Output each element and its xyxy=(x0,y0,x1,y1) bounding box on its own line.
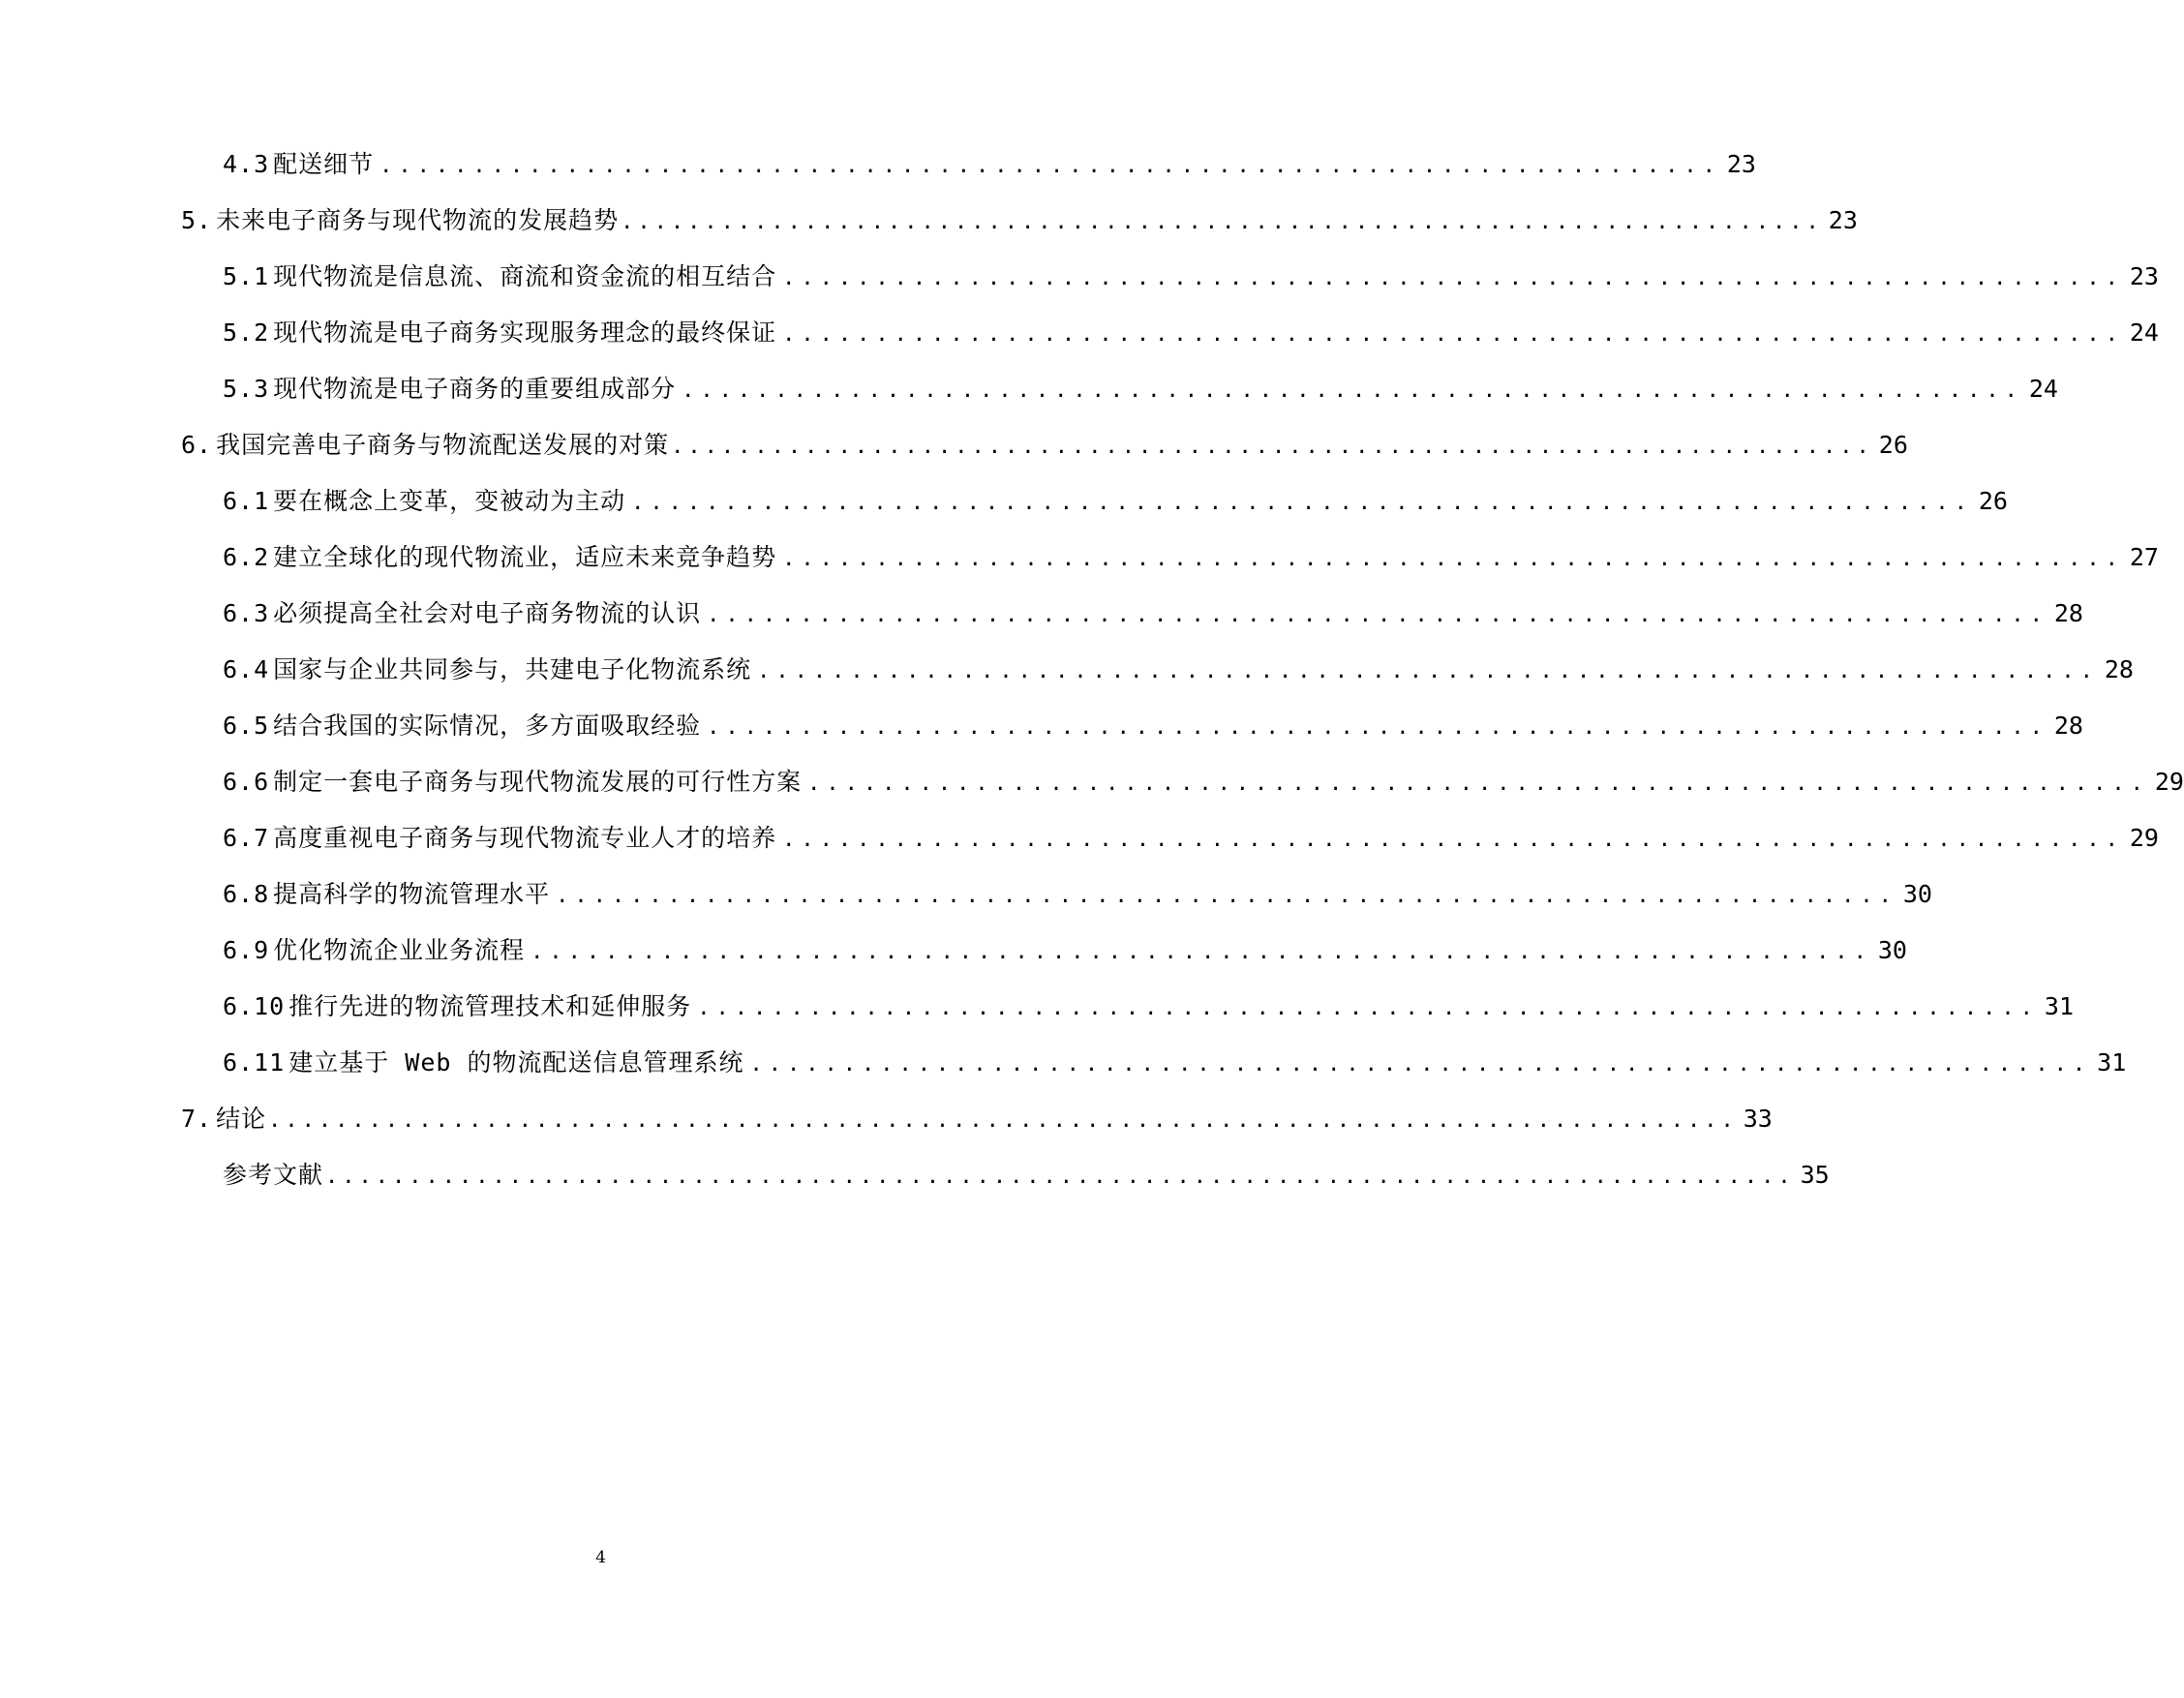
toc-entry-6-9[interactable] xyxy=(223,933,1907,968)
toc-entry-7[interactable] xyxy=(181,1102,1773,1137)
toc-entry-6-11[interactable] xyxy=(223,1046,2127,1080)
toc-entry-number: 6.4 xyxy=(223,655,270,683)
toc-entry-title: 建立全球化的现代物流业，适应未来竞争趋势 xyxy=(273,543,777,571)
toc-entry-page: 30 xyxy=(1877,936,1907,964)
toc-entry-6-10[interactable] xyxy=(223,989,2074,1024)
dot-leader: ........................................................................ xyxy=(621,210,1823,234)
dot-leader: ........................................................................................ xyxy=(268,1108,1738,1133)
toc-entry-number: 6.9 xyxy=(223,936,270,964)
toc-entry-5-3[interactable] xyxy=(223,372,2058,407)
toc-entry-5[interactable] xyxy=(181,203,1858,238)
toc-entry-page: 26 xyxy=(1878,431,1908,459)
dot-leader: ........................................................................ xyxy=(682,379,2023,403)
toc-entry-number: 5. xyxy=(181,206,213,234)
dot-leader: ........................................................................ xyxy=(749,1052,2092,1076)
dot-leader: ........................................................................ xyxy=(556,884,1897,908)
toc-entry-page: 24 xyxy=(2028,375,2058,403)
toc-entry-title: 配送细节 xyxy=(273,150,375,178)
toc-entry-page: 27 xyxy=(2129,543,2159,571)
toc-entry-number: 5.2 xyxy=(223,318,270,347)
toc-entry-title: 现代物流是电子商务实现服务理念的最终保证 xyxy=(273,318,777,347)
toc-entry-title: 我国完善电子商务与物流配送发展的对策 xyxy=(216,431,670,459)
toc-entry-number: 4.3 xyxy=(223,150,270,178)
toc-entry-title: 现代物流是信息流、商流和资金流的相互结合 xyxy=(273,262,777,290)
dot-leader: ........................................................................ xyxy=(707,603,2048,627)
toc-entry-6-5[interactable] xyxy=(223,709,2083,743)
toc-entry-title: 提高科学的物流管理水平 xyxy=(273,880,551,908)
dot-leader: ........................................................................................ xyxy=(325,1165,1795,1189)
toc-entry-number: 6.8 xyxy=(223,880,270,908)
page-number: 4 xyxy=(595,1548,606,1567)
toc-entry-title: 未来电子商务与现代物流的发展趋势 xyxy=(216,206,620,234)
toc-entry-page: 35 xyxy=(1800,1161,1830,1189)
toc-entry-number: 5.3 xyxy=(223,375,270,403)
toc-entry-references[interactable] xyxy=(223,1158,1830,1193)
toc-entry-4-3[interactable] xyxy=(223,147,1756,182)
toc-entry-page: 31 xyxy=(2097,1048,2127,1076)
dot-leader: ........................................................................ xyxy=(707,715,2048,740)
toc-entry-page: 30 xyxy=(1902,880,1932,908)
dot-leader: ........................................................................ xyxy=(757,659,2099,683)
dot-leader: ........................................................................ xyxy=(782,547,2124,571)
toc-entry-number: 5.1 xyxy=(223,262,270,290)
toc-entry-page: 28 xyxy=(2104,655,2134,683)
toc-entry-number: 6.11 xyxy=(223,1048,286,1076)
toc-entry-number: 6. xyxy=(181,431,213,459)
toc-entry-number: 6.10 xyxy=(223,992,286,1020)
toc-entry-title: 参考文献 xyxy=(223,1161,324,1189)
dot-leader: ........................................................................ xyxy=(782,322,2124,347)
toc-entry-6-4[interactable] xyxy=(223,652,2134,687)
toc-entry-title: 优化物流企业业务流程 xyxy=(273,936,526,964)
toc-entry-page: 23 xyxy=(2129,262,2159,290)
toc-entry-page: 33 xyxy=(1743,1105,1773,1133)
toc-entry-6-6[interactable] xyxy=(223,765,2184,800)
toc-entry-title: 现代物流是电子商务的重要组成部分 xyxy=(273,375,677,403)
toc-entry-page: 26 xyxy=(1978,487,2008,515)
toc-entry-title: 推行先进的物流管理技术和延伸服务 xyxy=(288,992,692,1020)
toc-entry-title: 制定一套电子商务与现代物流发展的可行性方案 xyxy=(273,768,803,796)
toc-entry-6-1[interactable] xyxy=(223,484,2008,519)
toc-entry-page: 24 xyxy=(2129,318,2159,347)
toc-entry-page: 23 xyxy=(1726,150,1756,178)
toc-entry-page: 23 xyxy=(1828,206,1858,234)
toc-entry-number: 6.6 xyxy=(223,768,270,796)
toc-entry-number: 6.5 xyxy=(223,712,270,740)
dot-leader: ........................................................................ xyxy=(379,154,1721,178)
toc-entry-6-7[interactable] xyxy=(223,821,2159,856)
toc-entry-number: 6.7 xyxy=(223,824,270,852)
toc-entry-number: 7. xyxy=(181,1105,213,1133)
toc-entry-number: 6.3 xyxy=(223,599,270,627)
dot-leader: ........................................................................ xyxy=(531,940,1872,964)
toc-entry-page: 29 xyxy=(2154,768,2184,796)
dot-leader: ........................................................................ xyxy=(697,996,2039,1020)
toc-entry-title: 要在概念上变革，变被动为主动 xyxy=(273,487,626,515)
toc-entry-6-8[interactable] xyxy=(223,877,1932,912)
toc-entry-6-3[interactable] xyxy=(223,596,2083,631)
toc-entry-title: 结论 xyxy=(216,1105,267,1133)
dot-leader: ........................................................................ xyxy=(782,266,2124,290)
toc-entry-5-2[interactable] xyxy=(223,316,2159,350)
toc-entry-6[interactable] xyxy=(181,428,1908,463)
toc-entry-title: 国家与企业共同参与，共建电子化物流系统 xyxy=(273,655,752,683)
toc-entry-title: 建立基于 Web 的物流配送信息管理系统 xyxy=(288,1048,744,1076)
toc-entry-6-2[interactable] xyxy=(223,540,2159,575)
toc-entry-title: 必须提高全社会对电子商务物流的认识 xyxy=(273,599,702,627)
toc-entry-page: 28 xyxy=(2053,712,2083,740)
toc-entry-page: 29 xyxy=(2129,824,2159,852)
dot-leader: ........................................................................ xyxy=(807,772,2149,796)
toc-entry-page: 28 xyxy=(2053,599,2083,627)
dot-leader: ........................................................................ xyxy=(782,828,2124,852)
toc-entry-number: 6.1 xyxy=(223,487,270,515)
toc-entry-title: 高度重视电子商务与现代物流专业人才的培养 xyxy=(273,824,777,852)
dot-leader: ........................................................................ xyxy=(671,435,1873,459)
toc-entry-title: 结合我国的实际情况，多方面吸取经验 xyxy=(273,712,702,740)
toc-entry-5-1[interactable] xyxy=(223,259,2159,294)
toc-entry-number: 6.2 xyxy=(223,543,270,571)
dot-leader: ........................................................................ xyxy=(631,491,1973,515)
toc-entry-page: 31 xyxy=(2044,992,2074,1020)
